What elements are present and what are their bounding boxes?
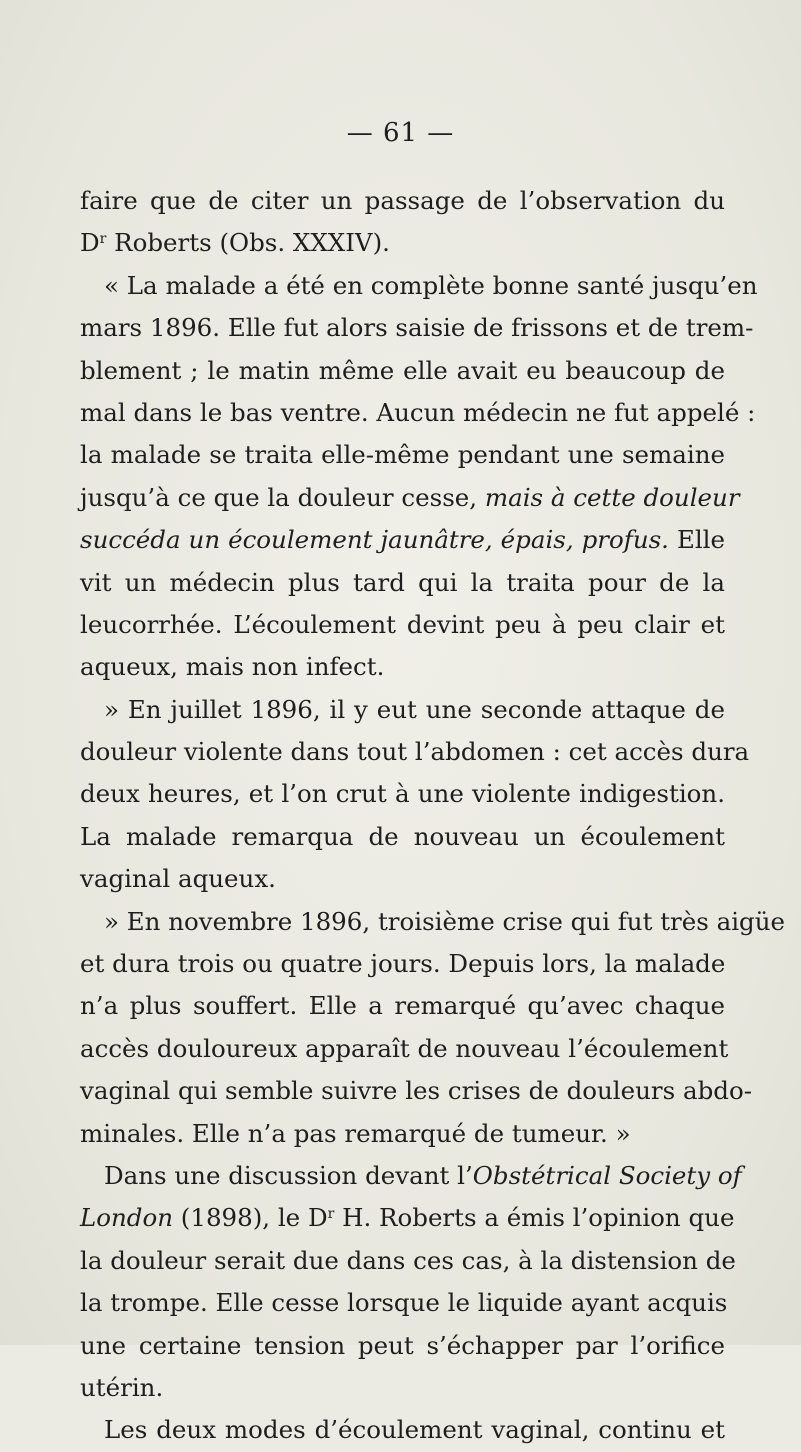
text-line: [80, 1282, 728, 1324]
text-line: [80, 265, 758, 307]
text-line: [80, 434, 725, 476]
text-segment: vaginal qui semble suivre les crises de douleurs abdo-: [80, 1076, 752, 1106]
text-line: [80, 1325, 725, 1367]
text-segment: » En novembre 1896, troisième crise qui fut très aigüe: [104, 906, 786, 936]
text-line: [80, 1028, 729, 1070]
text-line: [80, 731, 750, 773]
text-segment: faire que de citer un passage de l’observation du: [80, 186, 725, 215]
text-segment: la malade se traita elle-même pendant une semaine: [80, 440, 725, 470]
text-line: [80, 689, 725, 731]
text-segment: mars 1896. Elle fut alors saisie de frissons et de trem-: [80, 313, 754, 343]
text-segment: aqueux, mais non infect.: [80, 652, 385, 682]
text-line: [80, 1070, 752, 1112]
text-line: [80, 307, 754, 349]
text-segment: deux heures, et l’on crut à une violente indigestion.: [80, 779, 725, 809]
text-line: [80, 222, 725, 264]
text-line: [80, 604, 725, 646]
body-text: [80, 180, 786, 1452]
text-segment: blement ; le matin même elle avait eu beaucoup de: [80, 355, 725, 385]
text-segment: La malade remarqua de nouveau un écoulement: [80, 821, 725, 851]
text-segment: Les deux modes d’écoulement vaginal, continu et: [104, 1415, 725, 1445]
italic-text: mais à cette douleur: [484, 482, 740, 512]
text-segment: « La malade a été en complète bonne santé jusqu’en: [104, 270, 758, 300]
superscript: r: [99, 231, 107, 248]
page-number: — 61 —: [346, 118, 455, 148]
italic-text: succéda un écoulement jaunâtre, épais, profus.: [80, 525, 669, 555]
text-segment: H. Roberts a émis l’opinion que: [334, 1203, 735, 1233]
text-segment: » En juillet 1896, il y eut une seconde attaque de: [104, 694, 725, 724]
text-segment: n’a plus souffert. Elle a remarqué qu’avec chaque: [80, 991, 725, 1021]
italic-text: Obstétrical Society of: [472, 1160, 742, 1190]
text-line: [80, 985, 725, 1027]
text-segment: D: [80, 228, 100, 258]
text-segment: jusqu’à ce que la douleur cesse,: [80, 482, 485, 512]
text-line: [80, 350, 725, 392]
text-segment: (1898), le D: [173, 1203, 328, 1233]
text-segment: Roberts (Obs. XXXIV).: [106, 228, 390, 258]
text-segment: utérin.: [80, 1372, 164, 1402]
text-line: [80, 180, 725, 222]
text-line: [80, 1409, 725, 1451]
text-line: [80, 1155, 742, 1197]
superscript: r: [327, 1206, 335, 1223]
text-segment: vit un médecin plus tard qui la traita pour de la: [80, 567, 725, 597]
text-line: [80, 562, 725, 604]
text-line: [80, 773, 725, 815]
text-line: [80, 477, 740, 519]
text-line: [80, 858, 725, 900]
text-segment: mal dans le bas ventre. Aucun médecin ne fut appelé :: [80, 397, 756, 427]
text-line: [80, 392, 756, 434]
text-line: [80, 901, 786, 943]
text-line: [80, 943, 725, 985]
text-segment: et dura trois ou quatre jours. Depuis lors, la malade: [80, 949, 726, 979]
text-segment: la trompe. Elle cesse lorsque le liquide ayant acquis: [80, 1288, 728, 1318]
text-line: [80, 1240, 736, 1282]
text-line: [80, 646, 725, 688]
text-segment: minales. Elle n’a pas remarqué de tumeur. »: [80, 1118, 631, 1148]
text-segment: Elle: [668, 525, 726, 555]
italic-text: London: [80, 1203, 174, 1233]
text-line: [80, 1367, 725, 1409]
text-segment: douleur violente dans tout l’abdomen : cet accès dura: [80, 737, 750, 767]
text-line: [80, 519, 725, 561]
text-segment: une certaine tension peut s’échapper par l’orifice: [80, 1330, 725, 1360]
text-segment: leucorrhée. L’écoulement devint peu à peu clair et: [80, 609, 725, 639]
text-line: [80, 816, 725, 858]
text-segment: vaginal aqueux.: [80, 864, 276, 894]
text-segment: la douleur serait due dans ces cas, à la distension de: [80, 1245, 736, 1275]
text-segment: accès douloureux apparaît de nouveau l’écoulement: [80, 1033, 729, 1063]
text-line: [80, 1197, 735, 1239]
text-segment: Dans une discussion devant l’: [104, 1160, 473, 1190]
text-line: [80, 1113, 725, 1155]
